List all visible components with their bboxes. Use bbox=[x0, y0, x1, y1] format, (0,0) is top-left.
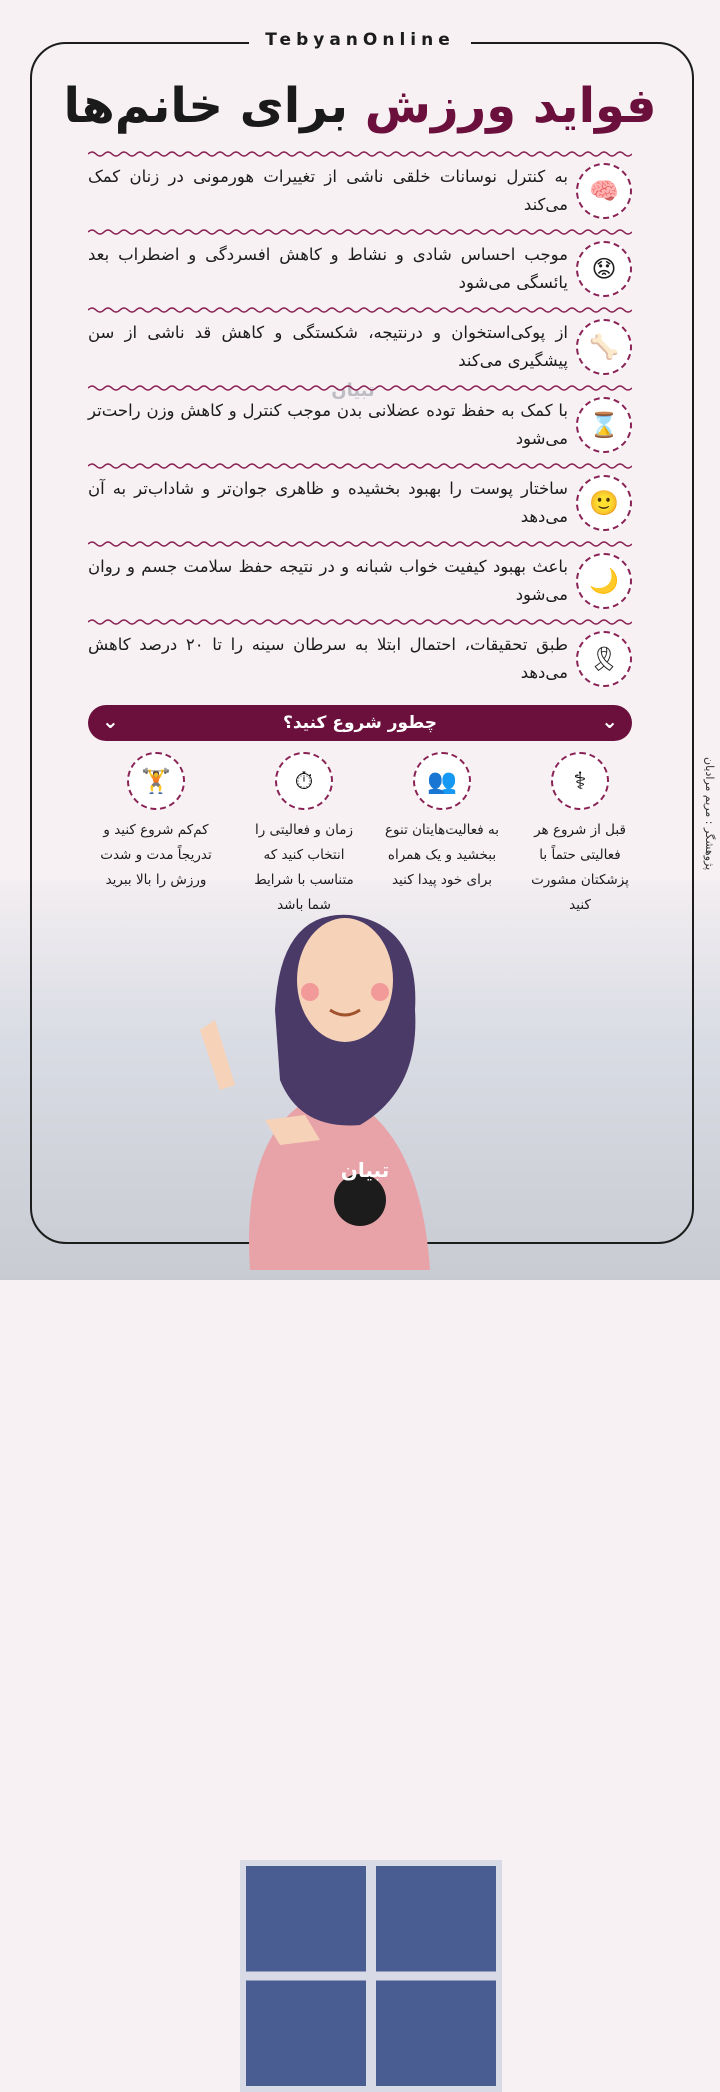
brand-name: TebyanOnline bbox=[249, 30, 471, 50]
page-title bbox=[0, 78, 720, 134]
wave-divider bbox=[88, 540, 632, 548]
ribbon-icon: 🎗 bbox=[576, 631, 632, 687]
researcher-credit: پژوهشگر : مریم مرادیان bbox=[703, 756, 716, 870]
dumbbell-icon: 🏋 bbox=[127, 752, 185, 810]
benefit-item bbox=[88, 158, 632, 224]
title-highlight: فواید ورزش bbox=[364, 78, 657, 134]
stress-icon: 😟 bbox=[576, 241, 632, 297]
benefit-text: طبق تحقیقات، احتمال ابتلا به سرطان سینه را تا ۲۰ درصد کاهش می‌دهد bbox=[88, 635, 568, 682]
tebyan-logo: تبیان bbox=[340, 1158, 390, 1182]
wave-divider bbox=[88, 228, 632, 236]
woman-illustration bbox=[180, 890, 480, 1280]
benefit-text: موجب احساس شادی و نشاط و کاهش افسردگی و اضطراب بعد یائسگی می‌شود bbox=[88, 245, 568, 292]
wave-divider bbox=[88, 384, 632, 392]
benefit-text: با کمک به حفظ توده عضلانی بدن موجب کنترل و کاهش وزن راحت‌تر می‌شود bbox=[88, 401, 568, 448]
how-to-start-bar[interactable] bbox=[88, 705, 632, 741]
wave-divider bbox=[88, 462, 632, 470]
benefit-text: باعث بهبود کیفیت خواب شبانه و در نتیجه حفظ سلامت جسم و روان می‌شود bbox=[88, 557, 568, 604]
moon-sleep-icon: 🌙 bbox=[576, 553, 632, 609]
doctor-icon: ⚕ bbox=[551, 752, 609, 810]
bone-icon: 🦴 bbox=[576, 319, 632, 375]
tip-item bbox=[382, 752, 502, 893]
benefit-item bbox=[88, 548, 632, 614]
benefit-text: ساختار پوست را بهبود بخشیده و ظاهری جوان‌تر و شاداب‌تر به آن می‌دهد bbox=[88, 479, 568, 526]
benefit-text: به کنترل نوسانات خلقی ناشی از تغییرات هورمونی در زنان کمک می‌کند bbox=[88, 167, 568, 214]
benefit-item bbox=[88, 236, 632, 302]
wave-divider bbox=[88, 150, 632, 158]
title-rest: برای خانم‌ها bbox=[63, 78, 349, 134]
wave-divider bbox=[88, 306, 632, 314]
brain-icon: 🧠 bbox=[576, 163, 632, 219]
benefit-item bbox=[88, 392, 632, 458]
waist-icon: ⌛ bbox=[576, 397, 632, 453]
tip-item bbox=[520, 752, 640, 918]
benefit-item bbox=[88, 314, 632, 380]
tip-text: قبل از شروع هر فعالیتی حتماً با پزشکتان مشورت کنید bbox=[531, 822, 629, 913]
tip-item bbox=[96, 752, 216, 893]
face-icon: 🙂 bbox=[576, 475, 632, 531]
chevron-down-icon: ⌄ bbox=[102, 709, 119, 733]
brand-header bbox=[0, 30, 720, 50]
tip-text: زمان و فعالیتی را انتخاب کنید که متناسب با شرایط شما باشد bbox=[254, 822, 354, 913]
chevron-down-icon: ⌄ bbox=[601, 709, 618, 733]
wave-divider bbox=[88, 618, 632, 626]
benefit-item bbox=[88, 470, 632, 536]
tip-text: به فعالیت‌هایتان تنوع ببخشید و یک همراه برای خود پیدا کنید bbox=[384, 822, 500, 888]
benefit-text: از پوکی‌استخوان و درنتیجه، شکستگی و کاهش قد ناشی از سن پیشگیری می‌کند bbox=[88, 323, 568, 370]
stopwatch-icon: ⏱ bbox=[275, 752, 333, 810]
how-to-start-label: چطور شروع کنید؟ bbox=[283, 713, 438, 733]
tebyan-watermark: تبیان bbox=[331, 380, 375, 401]
benefit-item bbox=[88, 626, 632, 692]
tip-text: کم‌کم شروع کنید و تدریجاً مدت و شدت ورزش را بالا ببرید bbox=[100, 822, 212, 888]
gym-window bbox=[240, 1860, 502, 2092]
partners-icon: 👥 bbox=[413, 752, 471, 810]
